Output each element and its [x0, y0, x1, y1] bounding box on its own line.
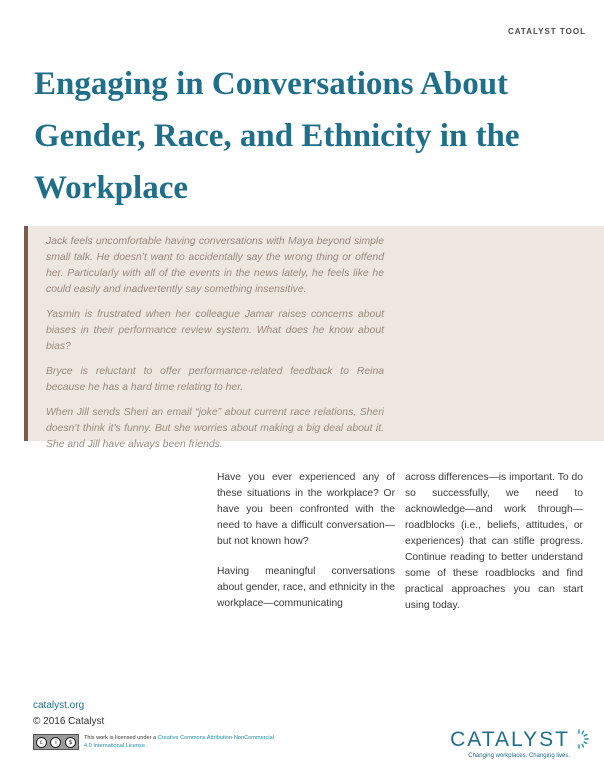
- body-column-2: [405, 470, 583, 628]
- license-prefix: This work is licensed under a: [84, 735, 158, 741]
- scenario-bryce: Bryce is reluctant to offer performance-related feedback to Reina because he has a hard time relating to her.: [46, 366, 384, 393]
- scenario-box: [24, 226, 604, 450]
- catalyst-mark-icon: [568, 728, 590, 750]
- page-title: Engaging in Conversations About Gender, Race, and Ethnicity in the Workplace: [34, 66, 520, 206]
- logo-tagline: Changing workplaces. Changing lives.: [468, 753, 570, 759]
- creative-commons-icon[interactable]: [33, 734, 79, 750]
- scenario-yasmin: Yasmin is frustrated when her colleague Jamar raises concerns about biases in their performance review system. What does he know about bias?: [46, 309, 384, 352]
- body-paragraph: across differences—is important. To do so successfully, we need to acknowledge—and work through—roadblocks (i.e., beliefs, attitudes, or experiences) that can stifle progress. Continue reading to better understand some of these roadblocks and find practical approaches you can start using today.: [405, 472, 583, 611]
- logo-wordmark: CATALYST: [450, 728, 570, 751]
- by-icon: i: [50, 737, 61, 748]
- copyright: © 2016 Catalyst: [33, 716, 105, 727]
- catalyst-logo[interactable]: [450, 728, 570, 759]
- body-paragraph: Having meaningful conversations about gender, race, and ethnicity in the workplace—communicating: [217, 566, 395, 609]
- body-column-1: [217, 470, 395, 626]
- cc-icon: c: [36, 737, 47, 748]
- tool-label: CATALYST TOOL: [507, 27, 586, 36]
- license-link[interactable]: Creative Commons Attribution-NonCommercial 4.0 International License.: [84, 735, 274, 749]
- nc-icon: $: [65, 737, 76, 748]
- scenario-jill: When Jill sends Sheri an email “joke” about current race relations, Sheri doesn’t think it’s funny. But she worries about making a big deal about it. She and Jill have always been friends.: [46, 407, 384, 450]
- scenario-jack: Jack feels uncomfortable having conversations with Maya beyond simple small talk. He doesn’t want to accidentally say the wrong thing or offend her. Particularly with all of the events in the news lately, he feels like he could easily and inadvertently say something insensitive.: [46, 236, 384, 295]
- website-link[interactable]: catalyst.org: [33, 700, 85, 711]
- license-text: [84, 734, 274, 750]
- body-paragraph: Have you ever experienced any of these situations in the workplace? Or have you been confronted with the need to have a difficult conversation—but not known how?: [217, 472, 395, 547]
